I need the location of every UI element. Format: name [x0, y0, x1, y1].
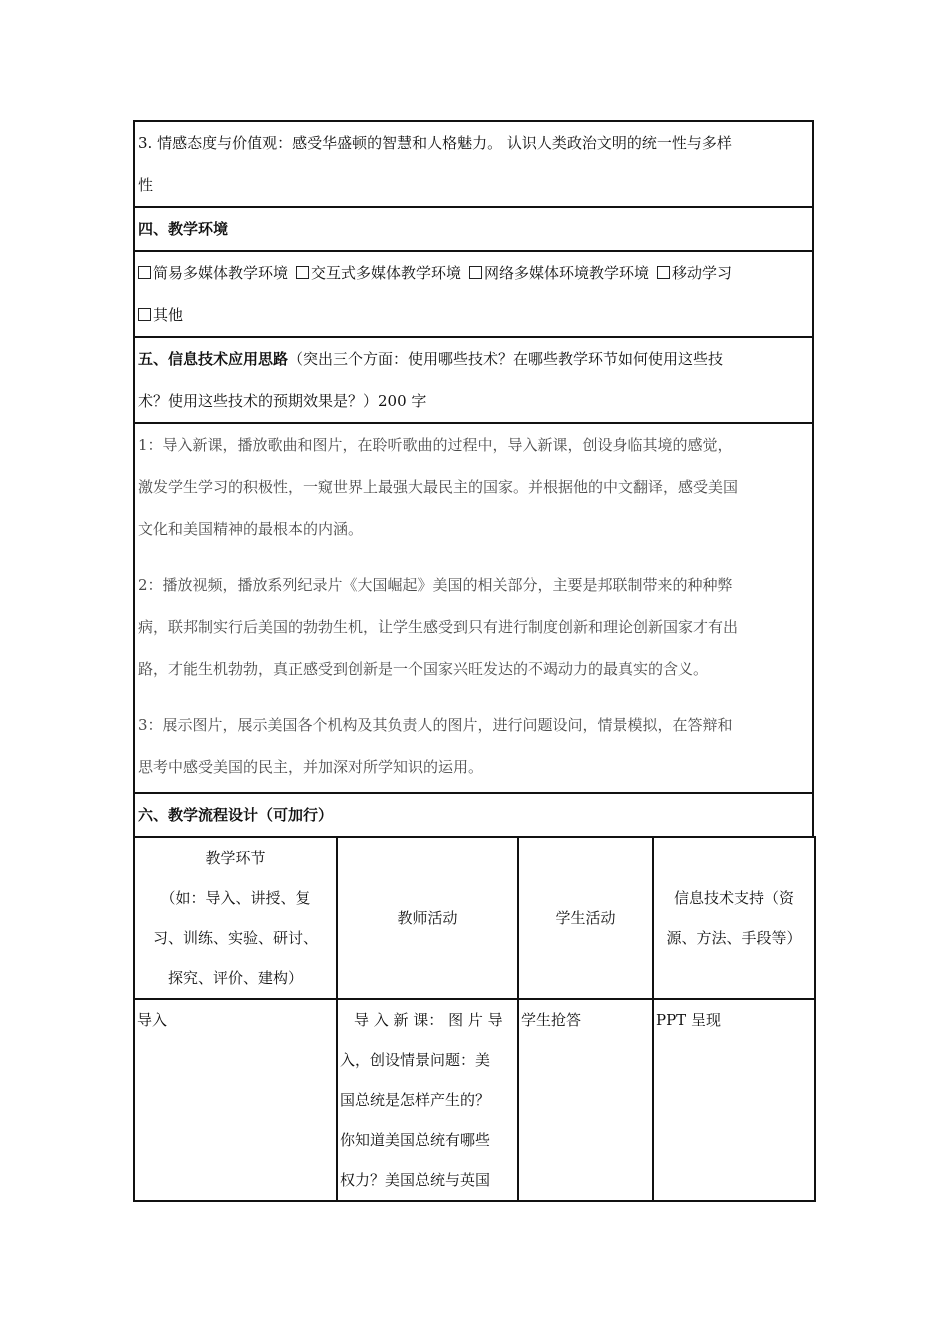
paragraph-line: 病，联邦制实行后美国的勃勃生机，让学生感受到只有进行制度创新和理论创新国家才有出: [138, 618, 739, 636]
paragraph-line: 2：播放视频，播放系列纪录片《大国崛起》美国的相关部分，主要是邦联制带来的种种弊: [138, 576, 733, 594]
env-option: 交互式多媒体教学环境: [311, 264, 462, 282]
lesson-plan-sheet: [133, 120, 814, 1202]
checkbox-icon[interactable]: [469, 266, 482, 279]
it-ideas-subtitle-line1: （突出三个方面：使用哪些技术？在哪些教学环节如何使用这些技: [288, 350, 724, 368]
header-tech: 信息技术支持（资 源、方法、手段等）: [653, 837, 815, 999]
paragraph-line: 文化和美国精神的最根本的内涵。: [138, 520, 364, 538]
table-row: [134, 999, 815, 1201]
env-option-other: 其他: [153, 306, 184, 324]
flow-title: 六、教学流程设计（可加行）: [133, 792, 814, 836]
env-option: 简易多媒体教学环境: [153, 264, 289, 282]
checkbox-icon[interactable]: [657, 266, 670, 279]
environment-title: 四、教学环境: [133, 206, 814, 250]
flow-header-row: [134, 837, 815, 999]
it-ideas-subtitle-line2: 术？使用这些技术的预期效果是？）200 字: [138, 392, 427, 410]
objective-item-3-line1: 3. 情感态度与价值观：感受华盛顿的智慧和人格魅力。 认识人类政治文明的统一性与多样: [138, 134, 732, 152]
env-option: 移动学习: [672, 264, 733, 282]
objectives-section: [133, 120, 814, 206]
header-student: 学生活动: [518, 837, 653, 999]
cell-student: 学生抢答: [518, 999, 653, 1201]
cell-tech: PPT 呈现: [653, 999, 815, 1201]
cell-stage: 导入: [134, 999, 337, 1201]
paragraph-line: 思考中感受美国的民主，并加深对所学知识的运用。: [138, 758, 484, 776]
cell-teacher: 导 入 新 课： 图 片 导 入，创设情景问题：美 国总统是怎样产生的？ 你知道美国总统有哪些 权力？美国总统与英国: [337, 999, 518, 1201]
flow-table: [133, 836, 816, 1202]
it-ideas-header: [133, 336, 814, 422]
environment-options: [133, 250, 814, 336]
paragraph-line: 路，才能生机勃勃，真正感受到创新是一个国家兴旺发达的不竭动力的最真实的含义。: [138, 660, 709, 678]
paragraph-line: 1：导入新课，播放歌曲和图片，在聆听歌曲的过程中，导入新课，创设身临其境的感觉，: [138, 436, 733, 454]
paragraph-line: 激发学生学习的积极性，一窥世界上最强大最民主的国家。并根据他的中文翻译，感受美国: [138, 478, 739, 496]
header-stage: 教学环节 （如：导入、讲授、复 习、训练、实验、研讨、 探究、评价、建构）: [134, 837, 337, 999]
objective-item-3-line2: 性: [138, 176, 154, 194]
it-ideas-title: 五、信息技术应用思路: [138, 350, 289, 368]
checkbox-icon[interactable]: [296, 266, 309, 279]
checkbox-icon[interactable]: [138, 308, 151, 321]
checkbox-icon[interactable]: [138, 266, 151, 279]
paragraph-line: 3：展示图片，展示美国各个机构及其负责人的图片，进行问题设问，情景模拟，在答辩和: [138, 716, 733, 734]
header-teacher: 教师活动: [337, 837, 518, 999]
it-ideas-body: [133, 422, 814, 792]
env-option: 网络多媒体环境教学环境: [484, 264, 650, 282]
